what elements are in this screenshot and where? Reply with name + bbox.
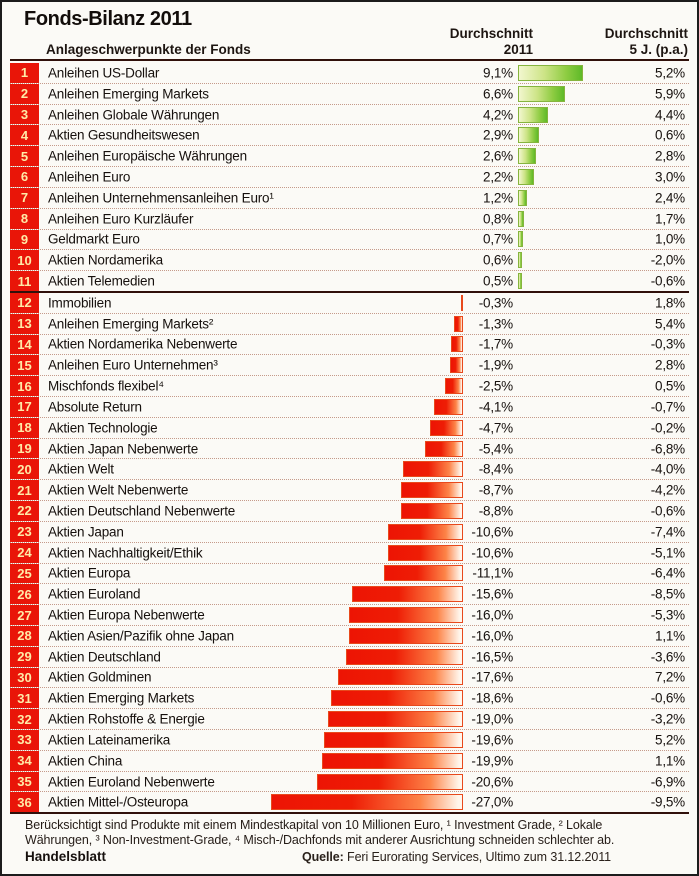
fund-label: Aktien Technologie <box>48 420 158 436</box>
value-2011: -1,3% <box>478 316 513 332</box>
rank-badge: 27 <box>10 605 39 625</box>
rank-badge: 16 <box>10 376 39 396</box>
table-row <box>10 500 689 521</box>
value-5y: -8,5% <box>650 586 685 602</box>
table-row <box>10 687 689 708</box>
bar-2011 <box>518 211 524 227</box>
value-2011: 0,6% <box>483 252 513 268</box>
fund-label: Anleihen Euro <box>48 169 131 185</box>
table-row <box>10 729 689 750</box>
table-row <box>10 313 689 334</box>
rank-badge: 3 <box>10 105 39 125</box>
fund-label: Aktien Nordamerika <box>48 252 163 268</box>
fund-label: Aktien China <box>48 753 123 769</box>
rank-badge: 22 <box>10 501 39 521</box>
rank-badge: 19 <box>10 439 39 459</box>
rank-badge: 29 <box>10 647 39 667</box>
value-2011: -16,0% <box>471 628 513 644</box>
value-5y: -0,3% <box>650 336 685 352</box>
value-5y: -7,4% <box>650 524 685 540</box>
value-5y: 2,8% <box>655 148 685 164</box>
rank-badge: 28 <box>10 626 39 646</box>
bar-2011 <box>518 107 548 123</box>
bar-2011 <box>518 169 534 185</box>
fund-label: Aktien Emerging Markets <box>48 690 195 706</box>
column-header-durchschnitt-2011-line2: 2011 <box>503 42 533 57</box>
table-row <box>10 229 689 250</box>
rank-badge: 25 <box>10 564 39 584</box>
footnote-line2: Währungen, ³ Non-Investment-Grade, ⁴ Misch-/Dachfonds mit anderer Ausrichtung schneiden schlechter ab. <box>25 833 615 847</box>
value-5y: 5,2% <box>655 65 685 81</box>
value-5y: -9,5% <box>650 794 685 810</box>
table-row <box>10 83 689 104</box>
rank-badge: 15 <box>10 355 39 375</box>
value-5y: -0,6% <box>650 273 685 289</box>
table-row <box>10 791 689 812</box>
value-5y: 1,0% <box>655 231 685 247</box>
fund-label: Aktien Deutschland Nebenwerte <box>48 503 236 519</box>
value-2011: -16,5% <box>471 649 513 665</box>
table-row <box>10 417 689 438</box>
table-row <box>10 667 689 688</box>
table-row <box>10 625 689 646</box>
fund-label: Anleihen Europäische Währungen <box>48 148 247 164</box>
value-2011: -8,8% <box>478 503 513 519</box>
value-2011: 2,6% <box>483 148 513 164</box>
table-row <box>10 166 689 187</box>
table-row <box>10 354 689 375</box>
rank-badge: 4 <box>10 125 39 145</box>
value-5y: 5,2% <box>655 732 685 748</box>
value-2011: -19,6% <box>471 732 513 748</box>
value-2011: -10,6% <box>471 524 513 540</box>
bar-2011 <box>518 190 527 206</box>
rank-badge: 13 <box>10 314 39 334</box>
fund-label: Aktien Welt Nebenwerte <box>48 482 189 498</box>
value-5y: 0,5% <box>655 378 685 394</box>
table-row <box>10 708 689 729</box>
value-5y: 1,7% <box>655 211 685 227</box>
fund-label: Anleihen Globale Währungen <box>48 107 220 123</box>
bar-2011 <box>518 65 583 81</box>
rank-badge: 33 <box>10 730 39 750</box>
fund-label: Aktien Lateinamerika <box>48 732 171 748</box>
value-5y: 1,1% <box>655 628 685 644</box>
fund-label: Anleihen Unternehmensanleihen Euro¹ <box>48 190 274 206</box>
fund-label: Mischfonds flexibel⁴ <box>48 378 164 394</box>
value-2011: -0,3% <box>478 295 513 311</box>
rank-badge: 20 <box>10 459 39 479</box>
column-header-durchschnitt-5j-line2: 5 J. (p.a.) <box>629 42 688 57</box>
fund-label: Immobilien <box>48 295 112 311</box>
fund-label: Anleihen Emerging Markets <box>48 86 209 102</box>
value-2011: 6,6% <box>483 86 513 102</box>
table-row <box>10 104 689 125</box>
table-row <box>10 458 689 479</box>
table-row <box>10 291 689 313</box>
bar-2011 <box>518 148 536 164</box>
value-2011: -4,1% <box>478 399 513 415</box>
value-5y: 7,2% <box>655 669 685 685</box>
value-2011: -27,0% <box>471 794 513 810</box>
value-2011: -2,5% <box>478 378 513 394</box>
source-line <box>302 850 611 864</box>
fund-label: Aktien Gesundheitswesen <box>48 127 200 143</box>
rank-badge: 7 <box>10 188 39 208</box>
value-2011: -5,4% <box>478 441 513 457</box>
bar-2011 <box>518 252 522 268</box>
table-row <box>10 521 689 542</box>
fund-label: Aktien Welt <box>48 461 114 477</box>
value-5y: -5,3% <box>650 607 685 623</box>
value-2011: -20,6% <box>471 774 513 790</box>
column-header-durchschnitt-2011-line1: Durchschnitt <box>449 26 533 41</box>
value-2011: -15,6% <box>471 586 513 602</box>
value-2011: -19,0% <box>471 711 513 727</box>
fund-label: Aktien Deutschland <box>48 649 161 665</box>
value-2011: 0,8% <box>483 211 513 227</box>
column-header-fonds: Anlageschwerpunkte der Fonds <box>46 42 251 57</box>
value-2011: -19,9% <box>471 753 513 769</box>
value-5y: -2,0% <box>650 252 685 268</box>
value-5y: -0,6% <box>650 690 685 706</box>
bottom-divider <box>10 812 689 814</box>
value-2011: -8,4% <box>478 461 513 477</box>
rank-badge: 14 <box>10 335 39 355</box>
value-2011: -8,7% <box>478 482 513 498</box>
table-row <box>10 375 689 396</box>
value-2011: -1,9% <box>478 357 513 373</box>
bar-2011 <box>518 86 565 102</box>
source-text: Feri Eurorating Services, Ultimo zum 31.12.2011 <box>343 850 611 864</box>
rank-badge: 23 <box>10 522 39 542</box>
value-2011: -16,0% <box>471 607 513 623</box>
rank-badge: 32 <box>10 709 39 729</box>
fund-label: Aktien Euroland <box>48 586 141 602</box>
table-row <box>10 249 689 270</box>
value-5y: 3,0% <box>655 169 685 185</box>
value-2011: -18,6% <box>471 690 513 706</box>
value-2011: 2,2% <box>483 169 513 185</box>
fund-label: Aktien Europa <box>48 565 131 581</box>
bar-2011 <box>518 127 539 143</box>
fund-label: Aktien Europa Nebenwerte <box>48 607 205 623</box>
value-2011: -10,6% <box>471 545 513 561</box>
rank-badge: 17 <box>10 397 39 417</box>
table-row <box>10 563 689 584</box>
rank-badge: 30 <box>10 668 39 688</box>
table-row <box>10 542 689 563</box>
column-header-durchschnitt-5j-line1: Durchschnitt <box>604 26 688 41</box>
bar-2011 <box>518 273 522 289</box>
value-5y: -4,2% <box>650 482 685 498</box>
table-row <box>10 334 689 355</box>
table-row <box>10 750 689 771</box>
value-2011: 9,1% <box>483 65 513 81</box>
source-label: Quelle: <box>302 850 344 864</box>
fund-label: Aktien Telemedien <box>48 273 155 289</box>
fund-label: Aktien Asien/Pazifik ohne Japan <box>48 628 234 644</box>
value-5y: 0,6% <box>655 127 685 143</box>
table-row <box>10 208 689 229</box>
ranking-table <box>10 63 689 812</box>
table-row <box>10 604 689 625</box>
value-5y: 4,4% <box>655 107 685 123</box>
value-2011: -11,1% <box>472 565 513 581</box>
page-title: Fonds-Bilanz 2011 <box>24 8 192 30</box>
fund-label: Geldmarkt Euro <box>48 231 140 247</box>
brand-label: Handelsblatt <box>25 849 107 864</box>
footnote-line1: Berücksichtigt sind Produkte mit einem Mindestkapital von 10 Millionen Euro, ¹ Investment Grade, ² Lokale <box>25 818 603 832</box>
value-5y: -5,1% <box>650 545 685 561</box>
value-2011: 2,9% <box>483 127 513 143</box>
rank-badge: 8 <box>10 209 39 229</box>
rank-badge: 36 <box>10 792 39 812</box>
table-row <box>10 771 689 792</box>
rank-badge: 2 <box>10 84 39 104</box>
value-2011: -17,6% <box>471 669 513 685</box>
column-header-durchschnitt-2011 <box>402 26 533 58</box>
value-2011: 0,7% <box>483 231 513 247</box>
fund-label: Aktien Nachhaltigkeit/Ethik <box>48 545 203 561</box>
rank-badge: 24 <box>10 543 39 563</box>
rank-badge: 1 <box>10 63 39 83</box>
fund-label: Aktien Mittel-/Osteuropa <box>48 794 189 810</box>
rank-badge: 12 <box>10 293 39 313</box>
fund-label: Aktien Japan <box>48 524 124 540</box>
fund-label: Anleihen Emerging Markets² <box>48 316 214 332</box>
fund-label: Aktien Euroland Nebenwerte <box>48 774 215 790</box>
fund-label: Absolute Return <box>48 399 142 415</box>
column-header-durchschnitt-5j <box>562 26 688 58</box>
bar-2011 <box>518 231 523 247</box>
value-2011: 1,2% <box>483 190 513 206</box>
fund-label: Aktien Rohstoffe & Energie <box>48 711 205 727</box>
value-5y: 5,9% <box>655 86 685 102</box>
footnote <box>25 818 685 848</box>
value-5y: -6,4% <box>650 565 685 581</box>
table-row <box>10 270 689 291</box>
value-5y: -4,0% <box>650 461 685 477</box>
header-divider <box>10 59 689 61</box>
table-row <box>10 124 689 145</box>
table-row <box>10 396 689 417</box>
rank-badge: 18 <box>10 418 39 438</box>
rank-badge: 9 <box>10 230 39 250</box>
fund-label: Aktien Japan Nebenwerte <box>48 441 198 457</box>
rank-badge: 26 <box>10 584 39 604</box>
rank-badge: 21 <box>10 480 39 500</box>
table-row <box>10 63 689 83</box>
value-2011: 4,2% <box>483 107 513 123</box>
rank-badge: 10 <box>10 250 39 270</box>
rank-badge: 35 <box>10 772 39 792</box>
fund-label: Anleihen Euro Kurzläufer <box>48 211 194 227</box>
fund-label: Aktien Nordamerika Nebenwerte <box>48 336 238 352</box>
value-5y: 5,4% <box>655 316 685 332</box>
table-row <box>10 187 689 208</box>
value-5y: -0,7% <box>650 399 685 415</box>
rank-badge: 6 <box>10 167 39 187</box>
value-5y: -0,6% <box>650 503 685 519</box>
rank-badge: 11 <box>10 271 39 291</box>
value-5y: -6,8% <box>650 441 685 457</box>
table-row <box>10 438 689 459</box>
table-row <box>10 479 689 500</box>
table-row <box>10 145 689 166</box>
value-5y: -0,2% <box>650 420 685 436</box>
value-2011: -1,7% <box>478 336 513 352</box>
value-5y: 2,8% <box>655 357 685 373</box>
value-5y: -6,9% <box>650 774 685 790</box>
fund-label: Aktien Goldminen <box>48 669 152 685</box>
fund-label: Anleihen US-Dollar <box>48 65 160 81</box>
value-5y: -3,2% <box>650 711 685 727</box>
value-5y: 2,4% <box>655 190 685 206</box>
value-5y: 1,8% <box>655 295 685 311</box>
value-5y: -3,6% <box>650 649 685 665</box>
table-row <box>10 583 689 604</box>
fund-label: Anleihen Euro Unternehmen³ <box>48 357 218 373</box>
table-row <box>10 646 689 667</box>
value-5y: 1,1% <box>655 753 685 769</box>
rank-badge: 34 <box>10 751 39 771</box>
value-2011: 0,5% <box>483 273 513 289</box>
rank-badge: 31 <box>10 688 39 708</box>
value-2011: -4,7% <box>478 420 513 436</box>
rank-badge: 5 <box>10 146 39 166</box>
